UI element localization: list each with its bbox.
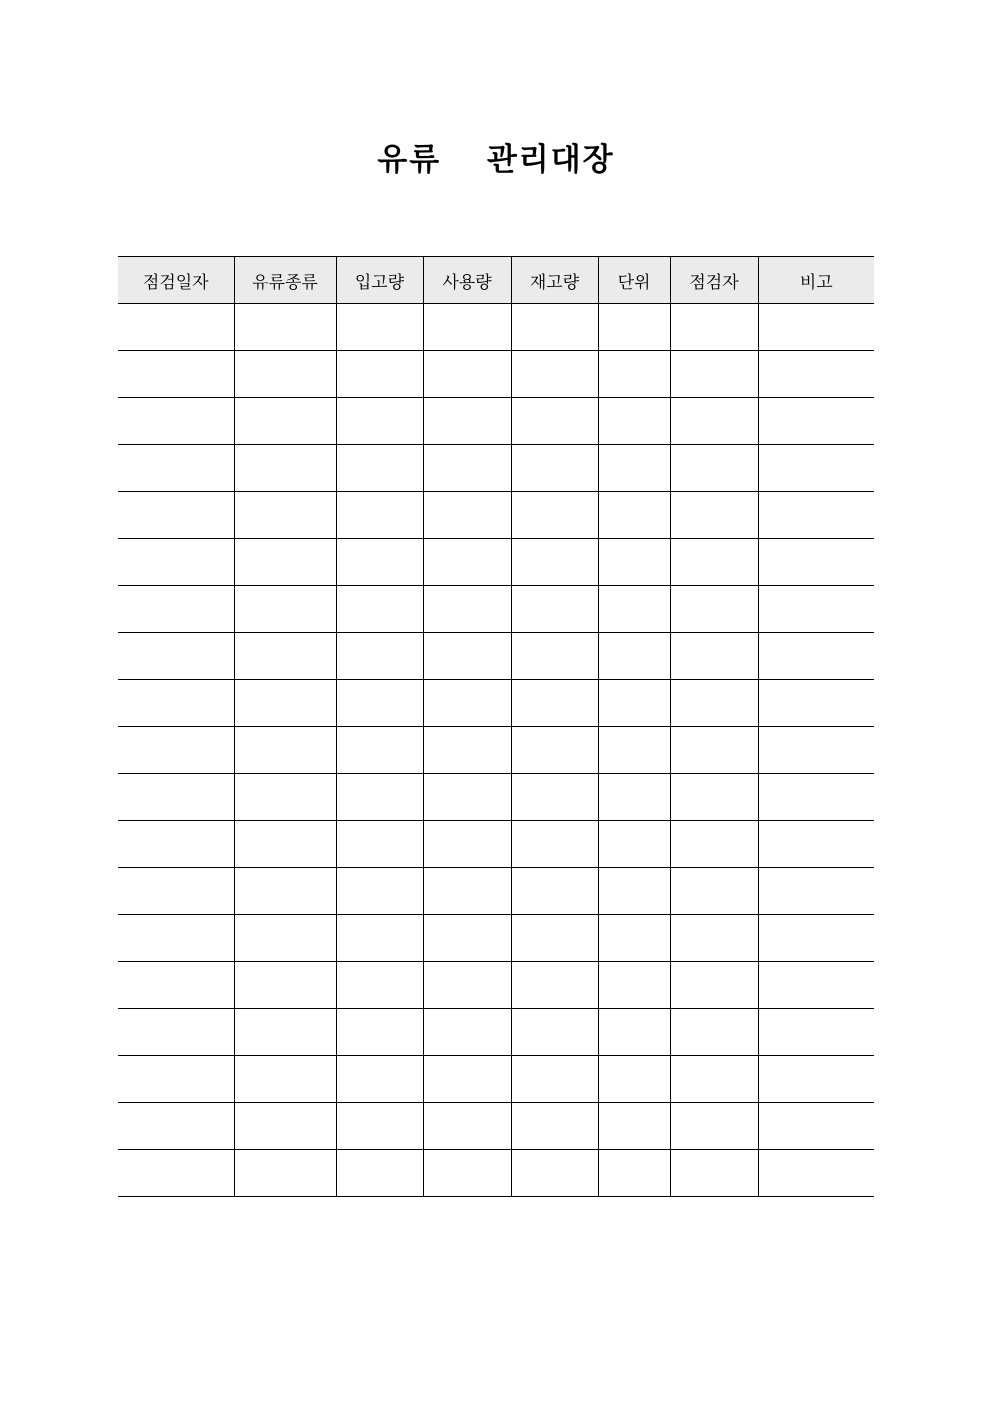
table-cell[interactable] xyxy=(598,868,670,915)
table-cell[interactable] xyxy=(423,633,511,680)
table-cell[interactable] xyxy=(758,492,874,539)
table-row xyxy=(118,774,874,821)
table-cell[interactable] xyxy=(598,727,670,774)
table-cell[interactable] xyxy=(336,680,423,727)
table-cell[interactable] xyxy=(118,774,234,821)
table-cell[interactable] xyxy=(234,633,336,680)
table-cell[interactable] xyxy=(336,1150,423,1197)
table-cell[interactable] xyxy=(758,445,874,492)
table-cell[interactable] xyxy=(511,915,598,962)
table-cell[interactable] xyxy=(670,586,758,633)
table-cell[interactable] xyxy=(423,492,511,539)
table-cell[interactable] xyxy=(670,398,758,445)
table-cell[interactable] xyxy=(118,1103,234,1150)
table-cell[interactable] xyxy=(234,539,336,586)
table-cell[interactable] xyxy=(234,304,336,351)
table-cell[interactable] xyxy=(598,445,670,492)
table-cell[interactable] xyxy=(234,1103,336,1150)
table-cell[interactable] xyxy=(234,398,336,445)
header-remarks: 비고 xyxy=(758,257,874,304)
table-cell[interactable] xyxy=(670,492,758,539)
table-cell[interactable] xyxy=(423,539,511,586)
table-cell[interactable] xyxy=(511,1009,598,1056)
table-row xyxy=(118,492,874,539)
table-cell[interactable] xyxy=(336,633,423,680)
table-cell[interactable] xyxy=(758,962,874,1009)
table-cell[interactable] xyxy=(118,398,234,445)
table-cell[interactable] xyxy=(758,1056,874,1103)
table-cell[interactable] xyxy=(423,1009,511,1056)
table-cell[interactable] xyxy=(234,1150,336,1197)
table-body xyxy=(118,304,874,1197)
table-cell[interactable] xyxy=(336,304,423,351)
table-cell[interactable] xyxy=(598,633,670,680)
table-cell[interactable] xyxy=(423,868,511,915)
table-cell[interactable] xyxy=(511,1056,598,1103)
table-cell[interactable] xyxy=(598,492,670,539)
table-cell[interactable] xyxy=(118,680,234,727)
table-cell[interactable] xyxy=(423,1150,511,1197)
table-row xyxy=(118,398,874,445)
header-used-quantity: 사용량 xyxy=(423,257,511,304)
table-cell[interactable] xyxy=(511,445,598,492)
table-cell[interactable] xyxy=(336,539,423,586)
table-cell[interactable] xyxy=(423,351,511,398)
table-cell[interactable] xyxy=(118,821,234,868)
header-stock-quantity: 재고량 xyxy=(511,257,598,304)
table-cell[interactable] xyxy=(670,680,758,727)
table-cell[interactable] xyxy=(234,1056,336,1103)
table-cell[interactable] xyxy=(423,680,511,727)
table-cell[interactable] xyxy=(336,398,423,445)
table-cell[interactable] xyxy=(118,351,234,398)
table-cell[interactable] xyxy=(758,539,874,586)
table-cell[interactable] xyxy=(758,1150,874,1197)
table-cell[interactable] xyxy=(758,586,874,633)
table-cell[interactable] xyxy=(598,774,670,821)
table-cell[interactable] xyxy=(336,821,423,868)
table-cell[interactable] xyxy=(511,727,598,774)
table-cell[interactable] xyxy=(670,868,758,915)
table-cell[interactable] xyxy=(670,351,758,398)
table-cell[interactable] xyxy=(234,821,336,868)
table-cell[interactable] xyxy=(511,962,598,1009)
page-title: 유류 관리대장 xyxy=(377,142,615,178)
table-cell[interactable] xyxy=(670,445,758,492)
table-cell[interactable] xyxy=(758,398,874,445)
table-cell[interactable] xyxy=(423,586,511,633)
table-cell[interactable] xyxy=(758,868,874,915)
table-cell[interactable] xyxy=(423,915,511,962)
table-cell[interactable] xyxy=(758,1103,874,1150)
table-cell[interactable] xyxy=(511,539,598,586)
table-cell[interactable] xyxy=(511,821,598,868)
table-cell[interactable] xyxy=(598,821,670,868)
table-row xyxy=(118,304,874,351)
table-cell[interactable] xyxy=(511,868,598,915)
table-cell[interactable] xyxy=(598,1009,670,1056)
table-cell[interactable] xyxy=(118,868,234,915)
table-cell[interactable] xyxy=(336,915,423,962)
table-cell[interactable] xyxy=(423,727,511,774)
table-cell[interactable] xyxy=(336,1009,423,1056)
table-cell[interactable] xyxy=(118,304,234,351)
table-cell[interactable] xyxy=(336,1056,423,1103)
table-cell[interactable] xyxy=(234,492,336,539)
table-cell[interactable] xyxy=(423,398,511,445)
table-cell[interactable] xyxy=(234,727,336,774)
table-cell[interactable] xyxy=(118,727,234,774)
table-cell[interactable] xyxy=(118,1150,234,1197)
table-cell[interactable] xyxy=(336,962,423,1009)
table-cell[interactable] xyxy=(336,1103,423,1150)
table-cell[interactable] xyxy=(118,1056,234,1103)
table-row xyxy=(118,633,874,680)
table-cell[interactable] xyxy=(234,774,336,821)
table-row xyxy=(118,915,874,962)
table-cell[interactable] xyxy=(234,915,336,962)
table-row xyxy=(118,1009,874,1056)
table-cell[interactable] xyxy=(670,304,758,351)
header-oil-type: 유류종류 xyxy=(234,257,336,304)
table-cell[interactable] xyxy=(598,1056,670,1103)
table-row xyxy=(118,445,874,492)
table-row xyxy=(118,727,874,774)
header-inspector: 점검자 xyxy=(670,257,758,304)
table-cell[interactable] xyxy=(423,962,511,1009)
header-received-quantity: 입고량 xyxy=(336,257,423,304)
table-cell[interactable] xyxy=(423,445,511,492)
table-cell[interactable] xyxy=(758,821,874,868)
table-cell[interactable] xyxy=(234,1009,336,1056)
table-cell[interactable] xyxy=(336,868,423,915)
table-row xyxy=(118,821,874,868)
table-cell[interactable] xyxy=(118,539,234,586)
table-cell[interactable] xyxy=(670,633,758,680)
table-cell[interactable] xyxy=(336,727,423,774)
table-cell[interactable] xyxy=(423,774,511,821)
table-cell[interactable] xyxy=(758,727,874,774)
table-cell[interactable] xyxy=(118,915,234,962)
table-cell[interactable] xyxy=(670,1150,758,1197)
table-cell[interactable] xyxy=(336,351,423,398)
table-cell[interactable] xyxy=(670,962,758,1009)
table-cell[interactable] xyxy=(598,1150,670,1197)
table-cell[interactable] xyxy=(670,915,758,962)
header-row xyxy=(118,257,874,304)
table-cell[interactable] xyxy=(423,1056,511,1103)
table-cell[interactable] xyxy=(511,774,598,821)
header-inspection-date: 점검일자 xyxy=(118,257,234,304)
table-cell[interactable] xyxy=(118,1009,234,1056)
table-row xyxy=(118,868,874,915)
table-cell[interactable] xyxy=(234,868,336,915)
table-row xyxy=(118,1103,874,1150)
table-row xyxy=(118,962,874,1009)
table-cell[interactable] xyxy=(336,586,423,633)
table-row xyxy=(118,1056,874,1103)
table-row xyxy=(118,351,874,398)
table-cell[interactable] xyxy=(758,304,874,351)
table-cell[interactable] xyxy=(511,633,598,680)
table-row xyxy=(118,1150,874,1197)
table-cell[interactable] xyxy=(336,445,423,492)
table-cell[interactable] xyxy=(511,1150,598,1197)
table-cell[interactable] xyxy=(670,774,758,821)
table-row xyxy=(118,586,874,633)
table-row xyxy=(118,539,874,586)
table-cell[interactable] xyxy=(670,1103,758,1150)
table-cell[interactable] xyxy=(670,1056,758,1103)
table-cell[interactable] xyxy=(598,962,670,1009)
table-cell[interactable] xyxy=(511,680,598,727)
table-cell[interactable] xyxy=(598,539,670,586)
table-cell[interactable] xyxy=(670,539,758,586)
table-cell[interactable] xyxy=(423,821,511,868)
table-cell[interactable] xyxy=(118,445,234,492)
table-cell[interactable] xyxy=(758,680,874,727)
table-cell[interactable] xyxy=(670,821,758,868)
table-cell[interactable] xyxy=(118,492,234,539)
table-cell[interactable] xyxy=(423,304,511,351)
table-cell[interactable] xyxy=(511,351,598,398)
table-row xyxy=(118,680,874,727)
table-cell[interactable] xyxy=(598,586,670,633)
table-cell[interactable] xyxy=(118,633,234,680)
table-cell[interactable] xyxy=(336,492,423,539)
table-cell[interactable] xyxy=(758,915,874,962)
table-cell[interactable] xyxy=(118,586,234,633)
table-cell[interactable] xyxy=(598,351,670,398)
table-cell[interactable] xyxy=(758,1009,874,1056)
table-cell[interactable] xyxy=(598,680,670,727)
table-cell[interactable] xyxy=(511,304,598,351)
table-cell[interactable] xyxy=(598,304,670,351)
table-cell[interactable] xyxy=(234,351,336,398)
table-cell[interactable] xyxy=(758,633,874,680)
table-cell[interactable] xyxy=(598,398,670,445)
table-cell[interactable] xyxy=(423,1103,511,1150)
header-unit: 단위 xyxy=(598,257,670,304)
table-cell[interactable] xyxy=(758,351,874,398)
table-cell[interactable] xyxy=(670,727,758,774)
table-cell[interactable] xyxy=(234,445,336,492)
table-cell[interactable] xyxy=(511,492,598,539)
table-cell[interactable] xyxy=(511,586,598,633)
table-cell[interactable] xyxy=(234,962,336,1009)
table-cell[interactable] xyxy=(234,680,336,727)
table-cell[interactable] xyxy=(598,1103,670,1150)
table-cell[interactable] xyxy=(336,774,423,821)
table-cell[interactable] xyxy=(670,1009,758,1056)
table-cell[interactable] xyxy=(511,398,598,445)
table-cell[interactable] xyxy=(511,1103,598,1150)
table-cell[interactable] xyxy=(118,962,234,1009)
oil-management-ledger-table xyxy=(118,256,874,1197)
table-cell[interactable] xyxy=(234,586,336,633)
table-cell[interactable] xyxy=(598,915,670,962)
table-cell[interactable] xyxy=(758,774,874,821)
